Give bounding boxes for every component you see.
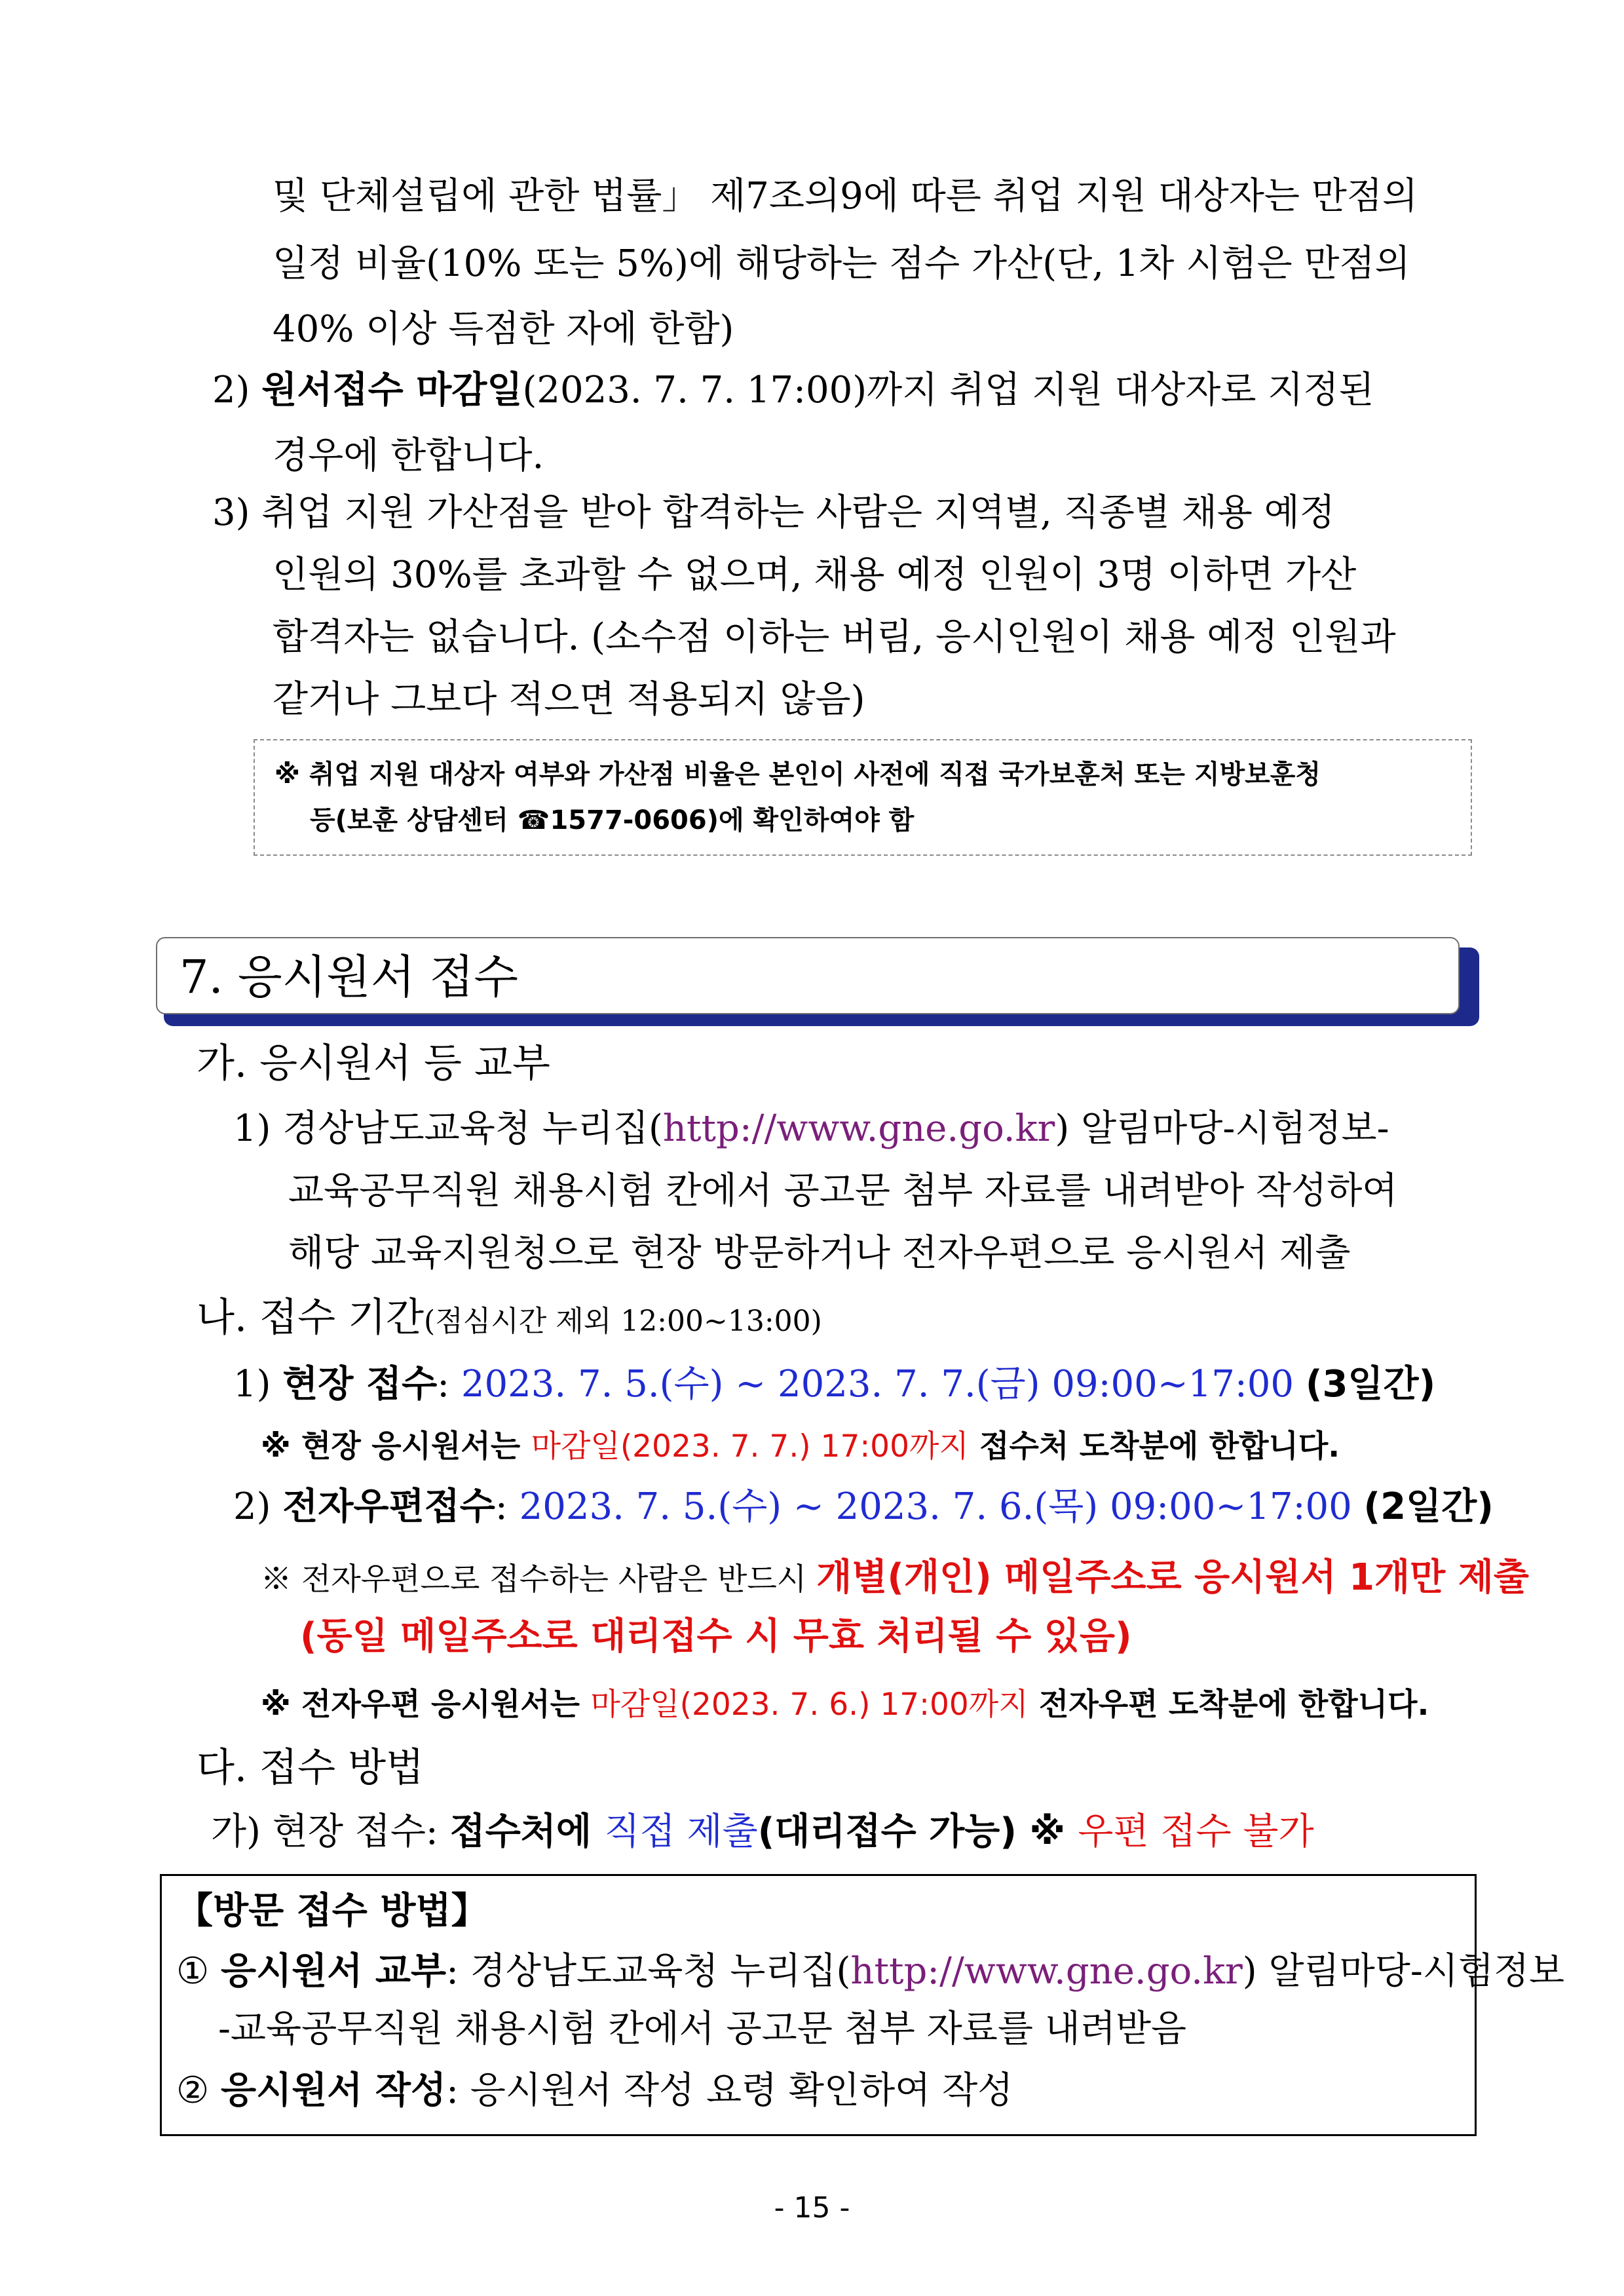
visit-method-box (160, 1874, 1565, 2136)
email-note-2 (261, 1680, 1429, 1730)
visit-period: 2023. 7. 5.(수) ~ 2023. 7. 7.(금) 09:00~17:00 (461, 1363, 1294, 1406)
step-1-before: : 경상남도교육청 누리집( (446, 1950, 851, 1993)
email-number: 2) (233, 1485, 271, 1528)
part-a-line-3: 해당 교육지원청으로 현장 방문하거나 전자우편으로 응시원서 제출 (288, 1232, 1351, 1274)
nuri-link[interactable]: http://www.gne.go.kr (662, 1107, 1055, 1150)
phone-icon: ☎ (517, 805, 550, 835)
email-days: (2일간) (1363, 1485, 1494, 1528)
part-c-heading: 다. 접수 방법 (197, 1745, 425, 1791)
visit-days: (3일간) (1305, 1363, 1436, 1406)
email-note-1 (261, 1553, 1529, 1605)
item-2-rest: (2023. 7. 7. 17:00)까지 취업 지원 대상자로 지정된 (522, 369, 1374, 411)
notice-line-1: ※ 취업 지원 대상자 여부와 가산점 비율은 본인이 사전에 직접 국가보훈처 또는 지방보훈청 (274, 759, 1321, 790)
step-1-after: ) 알림마당-시험정보 (1242, 1950, 1565, 1993)
section-header-box (156, 937, 1460, 1014)
part-c-item-direct: 직접 제출 (604, 1810, 758, 1853)
part-a-line-1-before: 1) 경상남도교육청 누리집( (233, 1107, 663, 1150)
item-2-number: 2) (212, 369, 250, 411)
part-b-heading-note: (점심시간 제외 12:00~13:00) (424, 1305, 822, 1338)
email-note-2-before: ※ 전자우편 응시원서는 (261, 1687, 591, 1723)
section-title: 7. 응시원서 접수 (179, 950, 519, 1004)
intro-line-1: 및 단체설립에 관한 법률」 제7조의9에 따른 취업 지원 대상자는 만점의 (273, 175, 1418, 218)
step-2-label: 응시원서 작성 (221, 2069, 447, 2112)
visit-number: 1) (233, 1363, 271, 1406)
part-a-heading: 가. 응시원서 등 교부 (197, 1041, 550, 1086)
part-c-item-bold-1: 접수처에 (449, 1810, 605, 1853)
visit-box-step-1-line-2: -교육공무직원 채용시험 칸에서 공고문 첨부 자료를 내려받음 (218, 2008, 1187, 2050)
item-2-bold: 원서접수 마감일 (261, 369, 523, 411)
notice-line-2-before: 등(보훈 상담센터 (310, 805, 518, 835)
step-1-label: 응시원서 교부 (221, 1950, 447, 1993)
part-a-line-1 (233, 1104, 1389, 1154)
part-a-line-1-after: ) 알림마당-시험정보- (1055, 1107, 1389, 1150)
email-label: 전자우편접수 (282, 1485, 495, 1528)
notice-box (254, 739, 1472, 856)
email-note-2-deadline: 마감일(2023. 7. 6.) 17:00까지 (590, 1687, 1029, 1723)
visit-note-after: 접수처 도착분에 한합니다. (968, 1428, 1340, 1464)
email-colon: : (495, 1485, 508, 1528)
intro-line-2: 일정 비율(10% 또는 5%)에 해당하는 점수 가산(단, 1차 시험은 만점의 (273, 242, 1410, 285)
part-c-item-prefix: 가) 현장 접수: (211, 1810, 450, 1853)
part-b-visit (233, 1360, 1435, 1409)
item-3-line-1: 3) 취업 지원 가산점을 받아 합격하는 사람은 지역별, 직종별 채용 예정 (212, 491, 1335, 534)
step-1-link[interactable]: http://www.gne.go.kr (850, 1950, 1243, 1993)
email-note-1-line-2: (동일 메일주소로 대리접수 시 무효 처리될 수 있음) (300, 1615, 1132, 1658)
visit-note-deadline: 마감일(2023. 7. 7.) 17:00까지 (531, 1428, 969, 1464)
email-note-1-red: 개별(개인) 메일주소로 응시원서 1개만 제출 (816, 1556, 1529, 1599)
email-period: 2023. 7. 5.(수) ~ 2023. 7. 6.(목) 09:00~17:00 (519, 1485, 1352, 1528)
email-note-1-before: ※ 전자우편으로 접수하는 사람은 반드시 (261, 1561, 817, 1598)
part-b-email (233, 1482, 1494, 1532)
item-2-line-2: 경우에 한합니다. (273, 434, 544, 477)
part-c-item (211, 1807, 1314, 1857)
part-c-item-no-post: 우편 접수 불가 (1078, 1810, 1314, 1853)
step-1-number: ① (176, 1950, 210, 1993)
visit-note-before: ※ 현장 응시원서는 (261, 1428, 531, 1464)
notice-line-2 (310, 801, 914, 840)
page-number: - 15 - (774, 2191, 850, 2225)
part-a-line-2: 교육공무직원 채용시험 칸에서 공고문 첨부 자료를 내려받아 작성하여 (288, 1170, 1398, 1212)
part-b-heading-text: 나. 접수 기간 (197, 1295, 425, 1341)
visit-box-title: 【방문 접수 방법】 (176, 1890, 488, 1932)
visit-box-step-1 (176, 1947, 1564, 1997)
step-2-rest: : 응시원서 작성 요령 확인하여 작성 (446, 2069, 1013, 2112)
step-2-number: ② (176, 2069, 210, 2112)
item-3-line-2: 인원의 30%를 초과할 수 없으며, 채용 예정 인원이 3명 이하면 가산 (273, 554, 1357, 596)
email-note-2-after: 전자우편 도착분에 한합니다. (1028, 1687, 1429, 1723)
item-2-line-1 (212, 366, 1374, 415)
visit-colon: : (437, 1363, 450, 1406)
section-header (156, 937, 1479, 1026)
notice-line-2-after: 1577-0606)에 확인하여야 함 (550, 805, 915, 835)
part-c-item-bold-2: (대리접수 가능) ※ (757, 1810, 1078, 1853)
visit-note (261, 1422, 1340, 1472)
part-b-heading (197, 1293, 822, 1347)
visit-label: 현장 접수 (282, 1363, 438, 1406)
item-3-line-4: 같거나 그보다 적으면 적용되지 않음) (273, 678, 865, 721)
item-3-line-3: 합격자는 없습니다. (소수점 이하는 버림, 응시인원이 채용 예정 인원과 (273, 616, 1396, 659)
visit-box-step-2 (176, 2066, 1013, 2116)
intro-line-3: 40% 이상 득점한 자에 한함) (273, 308, 734, 351)
